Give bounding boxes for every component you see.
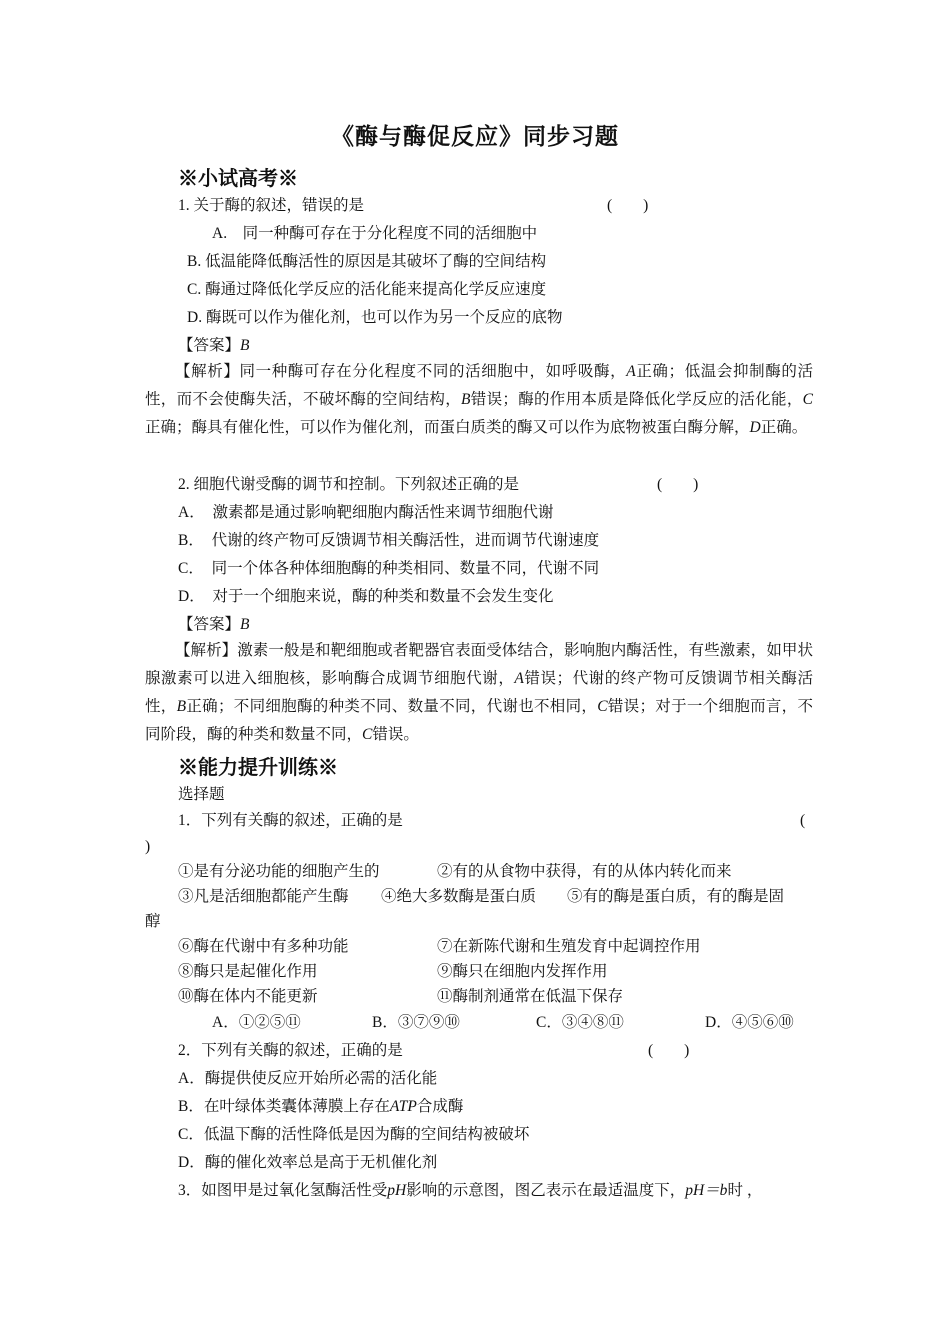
s2-q1-item-1: ①是有分泌功能的细胞产生的	[178, 863, 380, 880]
s2-q1-item-5: ⑤有的酶是蛋白质，有的酶是固	[567, 888, 785, 905]
q2-analysis: 【解析】激素一般是和靶细胞或者靶器官表面受体结合，影响胞内酶活性，有些激素，如甲状腺激素可以进入细胞核，影响酶合成调节细胞代谢，A错误；代谢的终产物可反馈调节相关酶活性，B正确；不同细胞酶的种类不同、数量不同，代谢也不相同，C错误；对于一个细胞而言，不同阶段，酶的种类和数量不同，C错误。	[145, 642, 813, 743]
s2-q1-paren-close: )	[145, 838, 151, 855]
q2-option-b: B． 代谢的终产物可反馈调节相关酶活性，进而调节代谢速度	[178, 532, 600, 549]
q2-stem: 2. 细胞代谢受酶的调节和控制。下列叙述正确的是	[178, 476, 520, 493]
q1-option-a: A. 同一种酶可存在于分化程度不同的活细胞中	[212, 225, 538, 242]
q1-stem: 1. 关于酶的叙述，错误的是	[178, 197, 365, 214]
s2-q2-option-b: B．在叶绿体类囊体薄膜上存在ATP合成酶	[178, 1098, 464, 1115]
q2-option-a: A． 激素都是通过影响靶细胞内酶活性来调节细胞代谢	[178, 504, 554, 521]
q1-option-c: C. 酶通过降低化学反应的活化能来提高化学反应速度	[187, 281, 547, 298]
s2-q2-option-d: D．酶的催化效率总是高于无机催化剂	[178, 1154, 438, 1171]
s2-q1-item-3: ③凡是活细胞都能产生酶	[178, 888, 349, 905]
page-title: 《酶与酶促反应》同步习题	[331, 124, 619, 149]
section-heading-exam: ※小试高考※	[178, 168, 298, 190]
q1-analysis: 【解析】同一种酶可存在分化程度不同的活细胞中，如呼吸酶，A正确；低温会抑制酶的活性，而不会使酶失活，不破坏酶的空间结构，B错误；酶的作用本质是降低化学反应的活化能，C正确；酶具有催化性，可以作为催化剂，而蛋白质类的酶又可以作为底物被蛋白酶分解，D正确。	[145, 363, 813, 436]
s2-q1-item-8: ⑧酶只是起催化作用	[178, 963, 318, 980]
s2-q1-item-6: ⑥酶在代谢中有多种功能	[178, 938, 349, 955]
q1-answer-paren: ( )	[607, 197, 649, 214]
s2-q1-stem: 1．下列有关酶的叙述，正确的是	[178, 812, 403, 829]
s2-q1-item-2: ②有的从食物中获得，有的从体内转化而来	[437, 863, 732, 880]
s2-q3-stem: 3．如图甲是过氧化氢酶活性受pH影响的示意图，图乙表示在最适温度下，pH＝b时 ，	[178, 1182, 763, 1199]
s2-q2-stem: 2．下列有关酶的叙述，正确的是	[178, 1042, 403, 1059]
s2-q1-item-11: ⑪酶制剂通常在低温下保存	[437, 988, 624, 1005]
section-heading-training: ※能力提升训练※	[178, 757, 338, 779]
q1-option-b: B. 低温能降低酶活性的原因是其破坏了酶的空间结构	[187, 253, 547, 270]
s2-q2-option-a: A．酶提供使反应开始所必需的活化能	[178, 1070, 438, 1087]
s2-q1-item-4: ④绝大多数酶是蛋白质	[381, 888, 537, 905]
q1-answer: 【答案】B	[178, 337, 250, 354]
q2-answer-paren: ( )	[657, 476, 699, 493]
q2-answer: 【答案】B	[178, 616, 250, 633]
s2-q1-choice-d: D．④⑤⑥⑩	[705, 1014, 794, 1031]
q1-option-d: D. 酶既可以作为催化剂，也可以作为另一个反应的底物	[187, 309, 563, 326]
s2-q2-option-c: C．低温下酶的活性降低是因为酶的空间结构被破坏	[178, 1126, 530, 1143]
s2-q1-item-9: ⑨酶只在细胞内发挥作用	[437, 963, 608, 980]
q2-option-c: C． 同一个体各种体细胞酶的种类相同、数量不同，代谢不同	[178, 560, 600, 577]
s2-q2-paren: ( )	[648, 1042, 690, 1059]
s2-q1-item-7: ⑦在新陈代谢和生殖发育中起调控作用	[437, 938, 701, 955]
s2-q1-paren-open: (	[800, 812, 806, 829]
s2-q1-item-10: ⑩酶在体内不能更新	[178, 988, 318, 1005]
s2-q1-choice-a: A．①②⑤⑪	[212, 1014, 301, 1031]
subheading-choice: 选择题	[178, 786, 225, 803]
s2-q1-choice-b: B．③⑦⑨⑩	[372, 1014, 460, 1031]
q2-option-d: D． 对于一个细胞来说，酶的种类和数量不会发生变化	[178, 588, 554, 605]
s2-q1-choice-c: C．③④⑧⑪	[536, 1014, 624, 1031]
s2-q1-item-5-cont: 醇	[145, 913, 161, 930]
